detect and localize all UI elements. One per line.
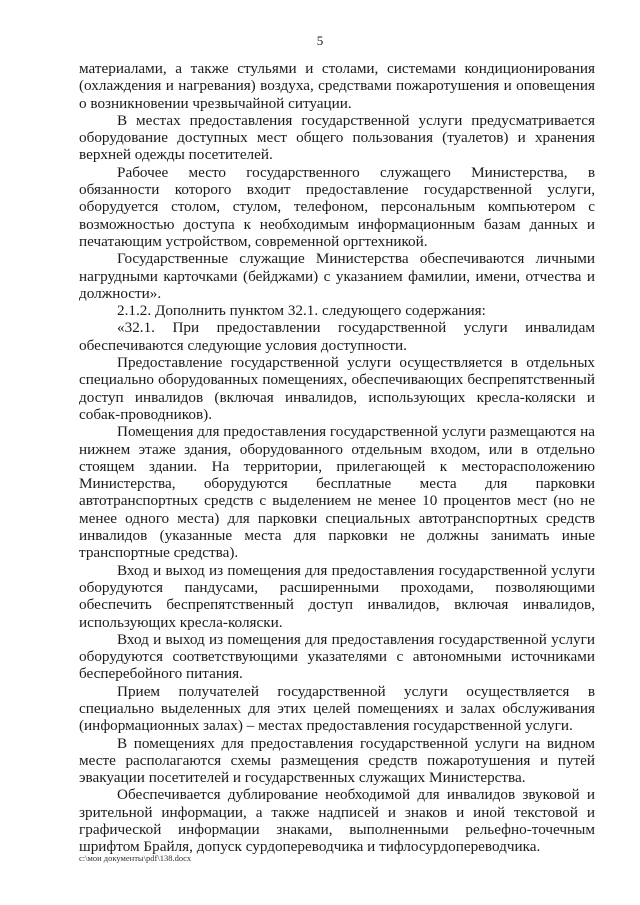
footer-file-path: c:\мои документы\pdf\138.docx bbox=[79, 853, 192, 863]
paragraph-clause-32-1: «32.1. При предоставлении государственной услуги инвалидам обеспечиваются следующие условия доступности. bbox=[79, 319, 595, 354]
paragraph-braille-duplication: Обеспечивается дублирование необходимой для инвалидов звуковой и зрительной информации, а также надписей и знаков и иной текстовой и графической информации знаками, выполненными рельефно-точечным шрифтом Брайля, допуск сурдопереводчика и тифлосурдопереводчика. bbox=[79, 786, 595, 856]
paragraph-service-halls: Прием получателей государственной услуги осуществляется в специально выделенных для этих целей помещениях и залах обслуживания (информационных залах) – местах предоставления государственной услуги. bbox=[79, 682, 595, 735]
paragraph-continuation-furnishing: материалами, а также стульями и столами, системами кондиционирования (охлаждения и нагревания) воздуха, средствами пожаротушения и оповещения о возникновении чрезвычайной ситуации. bbox=[79, 60, 595, 112]
document-body bbox=[79, 60, 595, 856]
paragraph-workplace-equipment: Рабочее место государственного служащего Министерства, в обязанности которого входит предоставление государственной услуги, оборудуется столом, стулом, телефоном, персональным компьютером с возможностью доступа к необходимым информационным базам данных и печатающим устройством, современной оргтехникой. bbox=[79, 163, 595, 250]
paragraph-evacuation-schemes: В помещениях для предоставления государственной услуги на видном месте располагаются схемы размещения средств пожаротушения и путей эвакуации посетителей и государственных служащих Министерства. bbox=[79, 734, 595, 787]
paragraph-name-badges: Государственные служащие Министерства обеспечиваются личными нагрудными карточками (бейджами) с указанием фамилии, имени, отчества и должности». bbox=[79, 250, 595, 302]
paragraph-ramps-passages: Вход и выход из помещения для предоставления государственной услуги оборудуются пандусами, расширенными проходами, позволяющими обеспечить беспрепятственный доступ инвалидов, включая инвалидов, использующих кресла-коляски. bbox=[79, 561, 595, 631]
paragraph-public-facilities: В местах предоставления государственной услуги предусматривается оборудование доступных мест общего пользования (туалетов) и хранения верхней одежды посетителей. bbox=[79, 111, 595, 164]
paragraph-amendment-intro: 2.1.2. Дополнить пунктом 32.1. следующего содержания: bbox=[117, 302, 486, 320]
paragraph-ground-floor-parking: Помещения для предоставления государственной услуги размещаются на нижнем этаже здания, оборудованного отдельным входом, или в отдельно стоящем здании. На территории, прилегающей к месторасположению Министерства, оборудуются бесплатные места для парковки автотранспортных средств с выделением не менее 10 процентов мест (но не менее одного места) для парковки специальных автотранспортных средств инвалидов (указанные места для парковки не должны занимать иные транспортные средства). bbox=[79, 423, 595, 562]
paragraph-signage-power: Вход и выход из помещения для предоставления государственной услуги оборудуются соответствующими указателями с автономными источниками бесперебойного питания. bbox=[79, 630, 595, 683]
paragraph-equipped-premises: Предоставление государственной услуги осуществляется в отдельных специально оборудованных помещениях, обеспечивающих беспрепятственный доступ инвалидов (включая инвалидов, использующих кресла-коляски и собак-проводников). bbox=[79, 354, 595, 423]
page-number: 5 bbox=[316, 33, 324, 48]
